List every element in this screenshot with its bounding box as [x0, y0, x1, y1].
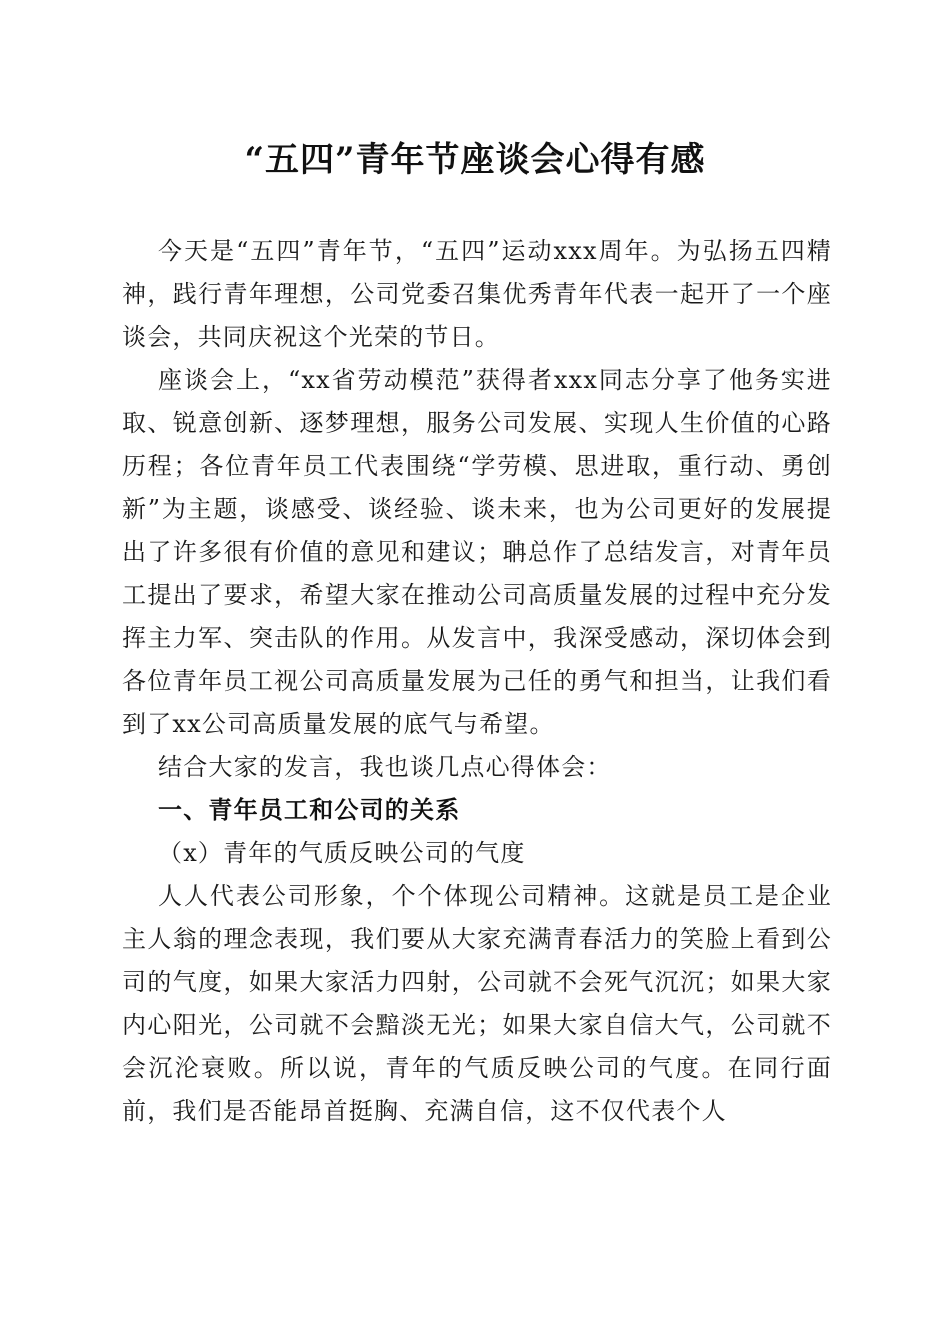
section-heading: 一、青年员工和公司的关系 — [158, 796, 461, 824]
document-body — [122, 230, 832, 1133]
body-paragraph-section: 人人代表公司形象，个个体现公司精神。这就是员工是企业主人翁的理念表现，我们要从大家充满青春活力的笑脸上看到公司的气度，如果大家活力四射，公司就不会死气沉沉；如果大家内心阳光，公司就不会黯淡无光；如果大家自信大气，公司就不会沉沦衰败。所以说，青年的气质反映公司的气度。在同行面前，我们是否能昂首挺胸、充满自信，这不仅代表个人 — [122, 882, 832, 1125]
body-paragraph-meeting: 座谈会上，“xx省劳动模范”获得者xxx同志分享了他务实进取、锐意创新、逐梦理想，服务公司发展、实现人生价值的心路历程；各位青年员工代表围绕“学劳模、思进取，重行动、勇创新”为主题，谈感受、谈经验、谈未来，也为公司更好的发展提出了许多很有价值的意见和建议；聃总作了总结发言，对青年员工提出了要求，希望大家在推动公司高质量发展的过程中充分发挥主力军、突击队的作用。从发言中，我深受感动，深切体会到各位青年员工视公司高质量发展为己任的勇气和担当，让我们看到了xx公司高质量发展的底气与希望。 — [122, 366, 832, 738]
subsection-heading: （x）青年的气质反映公司的气度 — [158, 839, 526, 867]
body-paragraph-intro: 今天是“五四”青年节，“五四”运动xxx周年。为弘扬五四精神，践行青年理想，公司党委召集优秀青年代表一起开了一个座谈会，共同庆祝这个光荣的节日。 — [122, 237, 832, 351]
document-title: “五四”青年节座谈会心得有感 — [244, 140, 706, 180]
body-paragraph-transition: 结合大家的发言，我也谈几点心得体会： — [158, 753, 612, 781]
